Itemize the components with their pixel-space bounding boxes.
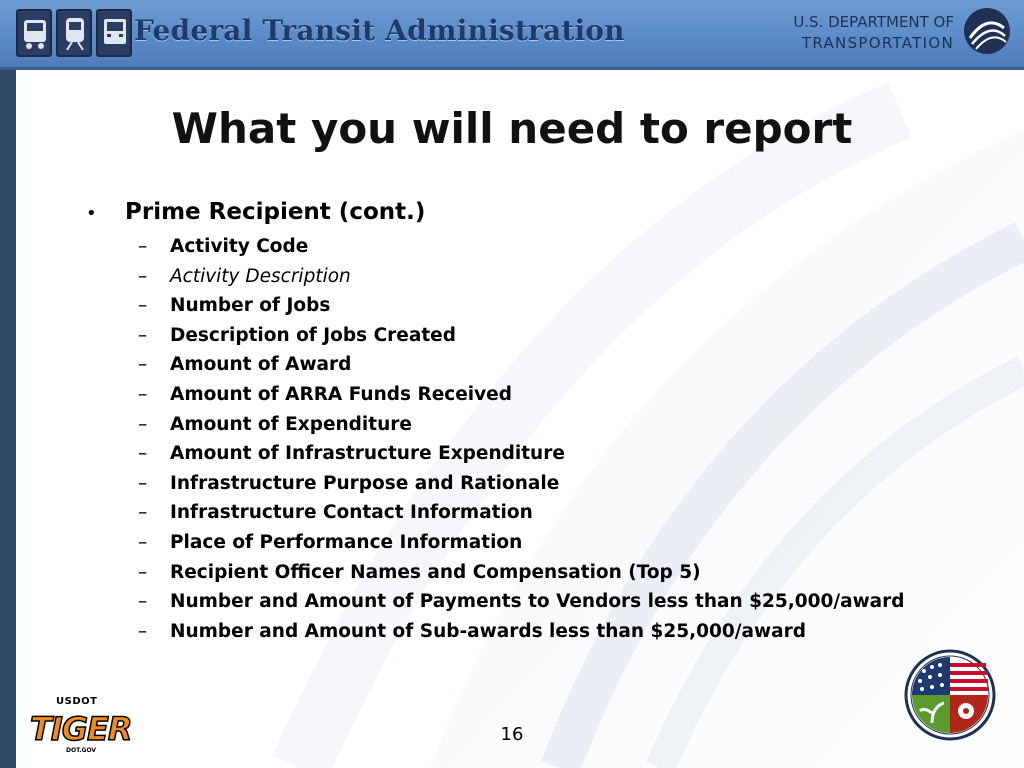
dash-symbol: – [138,265,148,287]
list-item [138,321,905,351]
dash-symbol: – [138,413,148,435]
list-item [138,617,905,647]
list-item-text: Amount of Infrastructure Expenditure [170,443,565,465]
list-item-text: Amount of ARRA Funds Received [170,383,512,405]
dash-symbol: – [138,591,148,613]
tiger-logo-top: USDOT [56,696,98,707]
dash-symbol: – [138,354,148,376]
list-item-text: Place of Performance Information [170,531,523,553]
rail-icon [56,9,92,57]
list-item-text: Number of Jobs [170,295,331,317]
dash-symbol: – [138,295,148,317]
list-item [138,587,905,617]
list-item-text: Infrastructure Purpose and Rationale [170,472,560,494]
list-item [138,262,905,292]
tiger-logo [28,696,138,760]
recovery-seal-icon [904,649,996,741]
list-item-text: Number and Amount of Sub-awards less than $25,000/award [170,620,806,642]
list-item-text: Amount of Expenditure [170,413,412,435]
list-item [138,291,905,321]
list-item [138,232,905,262]
list-item [138,350,905,380]
bus-front-icon [96,9,132,57]
dash-symbol: – [138,620,148,642]
dept-line-1: U.S. DEPARTMENT OF [793,13,954,31]
list-item [138,439,905,469]
dept-line-2: TRANSPORTATION [801,34,954,52]
tiger-logo-word: TIGER [30,710,132,748]
list-item [138,380,905,410]
header-band [0,0,1024,70]
list-item [138,410,905,440]
dash-symbol: – [138,502,148,524]
sub-bullet-list [138,232,905,646]
bus-icon [16,9,52,57]
dash-symbol: – [138,236,148,257]
list-item [138,558,905,588]
list-item-text: Activity Code [170,236,309,257]
dash-symbol: – [138,531,148,553]
list-item [138,528,905,558]
dash-symbol: – [138,324,148,346]
dot-seal-icon [962,6,1012,56]
list-item [138,469,905,499]
list-item-text: Number and Amount of Payments to Vendors less than $25,000/award [170,591,905,613]
agency-title: Federal Transit Administration [134,14,625,47]
main-bullet: Prime Recipient (cont.) [125,199,426,225]
list-item [138,498,905,528]
dash-symbol: – [138,561,148,583]
list-item-text: Description of Jobs Created [170,324,456,346]
tiger-logo-bottom: DOT.GOV [66,747,97,754]
list-item-text: Amount of Award [170,354,352,376]
list-item-text: Recipient Officer Names and Compensation (Top 5) [170,561,701,583]
list-item-text: Infrastructure Contact Information [170,502,533,524]
page-number: 16 [500,724,524,745]
slide-title: What you will need to report [171,104,853,153]
dash-symbol: – [138,472,148,494]
dash-symbol: – [138,383,148,405]
bullet-symbol: • [86,203,97,224]
dash-symbol: – [138,443,148,465]
list-item-text: Activity Description [170,265,351,287]
